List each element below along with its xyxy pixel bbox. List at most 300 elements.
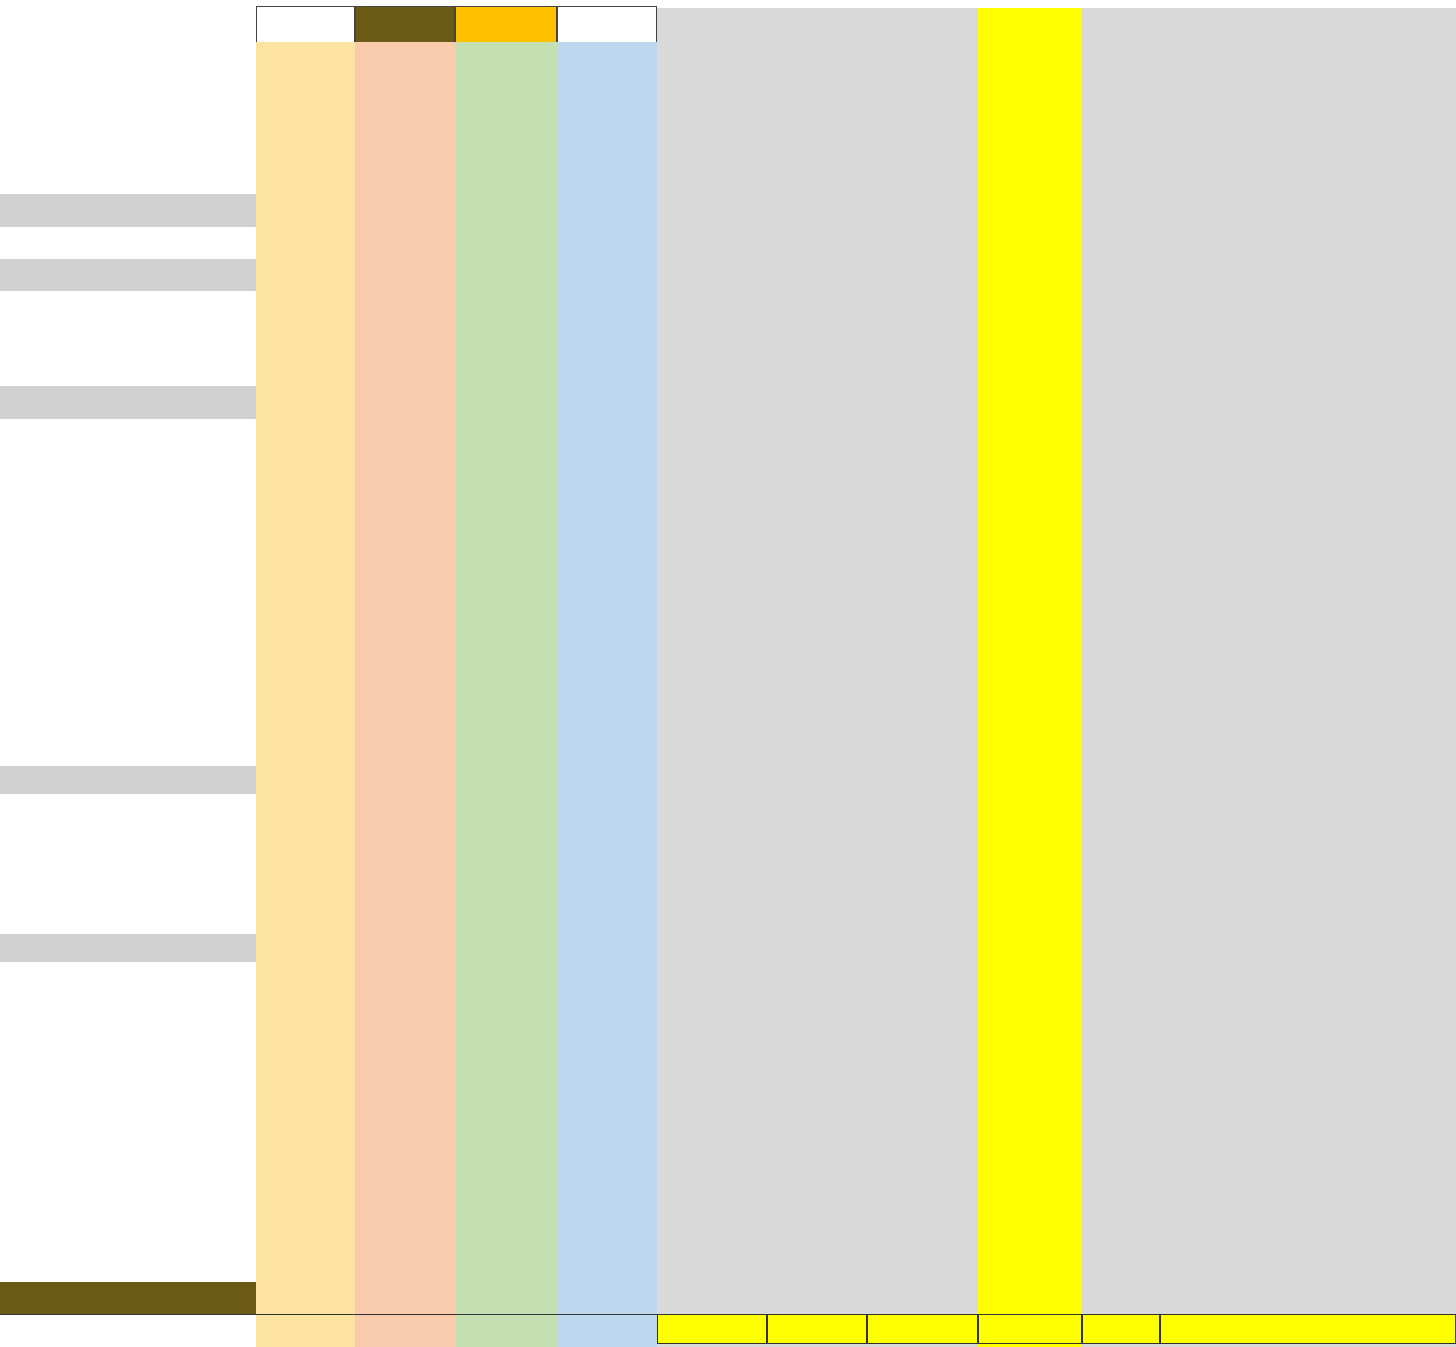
row-37-factor[interactable] [767, 1216, 867, 1249]
average-spirit[interactable] [455, 1314, 557, 1344]
average-hds[interactable] [557, 1314, 657, 1344]
row-6-aware[interactable] [1160, 259, 1424, 291]
row-4-body[interactable] [355, 194, 455, 227]
row-22-name[interactable] [0, 766, 256, 794]
row-18-mind[interactable] [256, 647, 355, 678]
row-30-name[interactable] [0, 994, 256, 1024]
row-16-aware[interactable] [1160, 585, 1424, 616]
row-35-mind[interactable] [256, 1150, 355, 1183]
row-31-hds[interactable] [557, 1024, 657, 1055]
row-9-mind[interactable] [256, 354, 355, 386]
row-29-score[interactable] [657, 962, 767, 994]
row-25-mind[interactable] [256, 850, 355, 878]
sheet-title[interactable] [0, 0, 256, 50]
row-2-drag[interactable] [867, 131, 978, 162]
column-header-mind[interactable] [256, 42, 355, 72]
row-34-spirit[interactable] [455, 1117, 557, 1150]
belt-key-label[interactable] [256, 6, 355, 44]
row-33-name[interactable] [0, 1085, 256, 1117]
row-10-grade[interactable] [1082, 386, 1160, 419]
row-26-ret[interactable] [978, 878, 1082, 906]
row-20-mind[interactable] [256, 709, 355, 738]
row-6-mind[interactable] [256, 259, 355, 291]
row-5-ret[interactable] [978, 227, 1082, 259]
row-36-name[interactable] [0, 1183, 256, 1216]
row-36-factor[interactable] [767, 1183, 867, 1216]
row-37-name[interactable] [0, 1216, 256, 1249]
row-3-name[interactable] [0, 162, 256, 194]
row-6-body[interactable] [355, 259, 455, 291]
row-36-mind[interactable] [256, 1183, 355, 1216]
row-14-mind[interactable] [256, 519, 355, 552]
row-20-hds[interactable] [557, 709, 657, 738]
row-0-mind[interactable] [256, 70, 355, 101]
row-1-aware[interactable] [1160, 101, 1424, 131]
row-25-factor[interactable] [767, 850, 867, 878]
row-26-factor[interactable] [767, 878, 867, 906]
row-30-spirit[interactable] [455, 994, 557, 1024]
row-31-mind[interactable] [256, 1024, 355, 1055]
row-25-name[interactable] [0, 850, 256, 878]
row-17-ret[interactable] [978, 616, 1082, 647]
row-37-ret[interactable] [978, 1216, 1082, 1249]
row-9-ret[interactable] [978, 354, 1082, 386]
row-9-grade[interactable] [1082, 354, 1160, 386]
row-12-score[interactable] [657, 452, 767, 486]
row-32-score[interactable] [657, 1055, 767, 1085]
row-16-factor[interactable] [767, 585, 867, 616]
row-22-ret[interactable] [978, 766, 1082, 794]
column-header-ret[interactable] [978, 42, 1082, 72]
row-11-mind[interactable] [256, 419, 355, 452]
row-28-drag[interactable] [867, 934, 978, 962]
row-30-drag[interactable] [867, 994, 978, 1024]
row-22-spirit[interactable] [455, 766, 557, 794]
row-28-grade[interactable] [1082, 934, 1160, 962]
row-23-hds[interactable] [557, 794, 657, 822]
row-19-score[interactable] [657, 678, 767, 709]
row-24-name[interactable] [0, 822, 256, 850]
row-9-hds[interactable] [557, 354, 657, 386]
column-header-factor[interactable] [767, 42, 867, 72]
row-20-name[interactable] [0, 709, 256, 738]
row-20-drag[interactable] [867, 709, 978, 738]
average-body[interactable] [355, 1314, 455, 1344]
row-36-drag[interactable] [867, 1183, 978, 1216]
row-29-name[interactable] [0, 962, 256, 994]
row-30-hds[interactable] [557, 994, 657, 1024]
row-3-mind[interactable] [256, 162, 355, 194]
row-7-aware[interactable] [1160, 291, 1424, 322]
row-28-factor[interactable] [767, 934, 867, 962]
row-30-factor[interactable] [767, 994, 867, 1024]
row-36-score[interactable] [657, 1183, 767, 1216]
row-14-name[interactable] [0, 519, 256, 552]
row-2-ret[interactable] [978, 131, 1082, 162]
row-18-hds[interactable] [557, 647, 657, 678]
row-36-hds[interactable] [557, 1183, 657, 1216]
row-15-score[interactable] [657, 552, 767, 585]
row-15-factor[interactable] [767, 552, 867, 585]
row-30-body[interactable] [355, 994, 455, 1024]
row-35-ret[interactable] [978, 1150, 1082, 1183]
row-23-name[interactable] [0, 794, 256, 822]
row-8-drag[interactable] [867, 322, 978, 354]
row-14-hds[interactable] [557, 519, 657, 552]
row-9-aware[interactable] [1160, 354, 1424, 386]
row-12-grade[interactable] [1082, 452, 1160, 486]
row-6-ret[interactable] [978, 259, 1082, 291]
row-22-grade[interactable] [1082, 766, 1160, 794]
row-16-ret[interactable] [978, 585, 1082, 616]
row-3-score[interactable] [657, 162, 767, 194]
row-19-ret[interactable] [978, 678, 1082, 709]
row-28-hds[interactable] [557, 934, 657, 962]
row-1-body[interactable] [355, 101, 455, 131]
row-8-score[interactable] [657, 322, 767, 354]
row-0-spirit[interactable] [455, 70, 557, 101]
row-33-score[interactable] [657, 1085, 767, 1117]
row-34-drag[interactable] [867, 1117, 978, 1150]
row-23-grade[interactable] [1082, 794, 1160, 822]
row-20-body[interactable] [355, 709, 455, 738]
row-14-aware[interactable] [1160, 519, 1424, 552]
row-15-drag[interactable] [867, 552, 978, 585]
row-25-ret[interactable] [978, 850, 1082, 878]
row-27-aware[interactable] [1160, 906, 1424, 934]
row-14-grade[interactable] [1082, 519, 1160, 552]
row-39-ret[interactable] [978, 1282, 1082, 1314]
row-2-hds[interactable] [557, 131, 657, 162]
row-7-score[interactable] [657, 291, 767, 322]
row-5-hds[interactable] [557, 227, 657, 259]
row-38-name[interactable] [0, 1249, 256, 1282]
row-22-hds[interactable] [557, 766, 657, 794]
row-11-spirit[interactable] [455, 419, 557, 452]
row-19-body[interactable] [355, 678, 455, 709]
row-28-aware[interactable] [1160, 934, 1424, 962]
row-16-spirit[interactable] [455, 585, 557, 616]
row-13-ret[interactable] [978, 486, 1082, 519]
row-38-body[interactable] [355, 1249, 455, 1282]
average-grade[interactable] [1082, 1314, 1160, 1344]
row-24-spirit[interactable] [455, 822, 557, 850]
row-31-spirit[interactable] [455, 1024, 557, 1055]
row-6-name[interactable] [0, 259, 256, 291]
row-13-spirit[interactable] [455, 486, 557, 519]
row-1-factor[interactable] [767, 101, 867, 131]
row-10-hds[interactable] [557, 386, 657, 419]
row-25-aware[interactable] [1160, 850, 1424, 878]
row-19-mind[interactable] [256, 678, 355, 709]
row-33-mind[interactable] [256, 1085, 355, 1117]
row-15-ret[interactable] [978, 552, 1082, 585]
row-23-body[interactable] [355, 794, 455, 822]
row-8-spirit[interactable] [455, 322, 557, 354]
row-34-aware[interactable] [1160, 1117, 1424, 1150]
row-33-grade[interactable] [1082, 1085, 1160, 1117]
row-20-score[interactable] [657, 709, 767, 738]
row-4-mind[interactable] [256, 194, 355, 227]
row-9-drag[interactable] [867, 354, 978, 386]
row-10-score[interactable] [657, 386, 767, 419]
row-39-hds[interactable] [557, 1282, 657, 1314]
row-8-factor[interactable] [767, 322, 867, 354]
row-38-hds[interactable] [557, 1249, 657, 1282]
row-13-name[interactable] [0, 486, 256, 519]
row-27-grade[interactable] [1082, 906, 1160, 934]
row-24-aware[interactable] [1160, 822, 1424, 850]
row-18-name[interactable] [0, 647, 256, 678]
row-18-aware[interactable] [1160, 647, 1424, 678]
row-18-spirit[interactable] [455, 647, 557, 678]
column-header-hds[interactable] [557, 42, 657, 72]
row-16-score[interactable] [657, 585, 767, 616]
row-9-score[interactable] [657, 354, 767, 386]
row-11-ret[interactable] [978, 419, 1082, 452]
row-26-drag[interactable] [867, 878, 978, 906]
row-7-grade[interactable] [1082, 291, 1160, 322]
row-37-drag[interactable] [867, 1216, 978, 1249]
belt-color-white[interactable] [557, 6, 657, 44]
row-16-hds[interactable] [557, 585, 657, 616]
row-2-grade[interactable] [1082, 131, 1160, 162]
row-23-ret[interactable] [978, 794, 1082, 822]
row-15-spirit[interactable] [455, 552, 557, 585]
average-mind[interactable] [256, 1314, 355, 1344]
row-18-score[interactable] [657, 647, 767, 678]
row-33-hds[interactable] [557, 1085, 657, 1117]
row-14-spirit[interactable] [455, 519, 557, 552]
row-34-grade[interactable] [1082, 1117, 1160, 1150]
row-16-grade[interactable] [1082, 585, 1160, 616]
row-29-hds[interactable] [557, 962, 657, 994]
row-31-drag[interactable] [867, 1024, 978, 1055]
row-38-score[interactable] [657, 1249, 767, 1282]
row-28-name[interactable] [0, 934, 256, 962]
row-11-grade[interactable] [1082, 419, 1160, 452]
row-38-grade[interactable] [1082, 1249, 1160, 1282]
row-31-grade[interactable] [1082, 1024, 1160, 1055]
row-8-hds[interactable] [557, 322, 657, 354]
row-29-body[interactable] [355, 962, 455, 994]
row-29-grade[interactable] [1082, 962, 1160, 994]
row-5-name[interactable] [0, 227, 256, 259]
row-5-drag[interactable] [867, 227, 978, 259]
row-34-ret[interactable] [978, 1117, 1082, 1150]
column-header-drag[interactable] [867, 42, 978, 72]
row-28-mind[interactable] [256, 934, 355, 962]
row-27-ret[interactable] [978, 906, 1082, 934]
row-35-body[interactable] [355, 1150, 455, 1183]
row-12-spirit[interactable] [455, 452, 557, 486]
row-25-body[interactable] [355, 850, 455, 878]
row-35-grade[interactable] [1082, 1150, 1160, 1183]
row-17-name[interactable] [0, 616, 256, 647]
row-17-score[interactable] [657, 616, 767, 647]
row-10-factor[interactable] [767, 386, 867, 419]
row-17-spirit[interactable] [455, 616, 557, 647]
column-header-score[interactable] [657, 42, 767, 72]
row-9-body[interactable] [355, 354, 455, 386]
row-30-score[interactable] [657, 994, 767, 1024]
row-10-spirit[interactable] [455, 386, 557, 419]
row-29-drag[interactable] [867, 962, 978, 994]
row-6-hds[interactable] [557, 259, 657, 291]
row-6-drag[interactable] [867, 259, 978, 291]
row-1-mind[interactable] [256, 101, 355, 131]
row-36-ret[interactable] [978, 1183, 1082, 1216]
row-4-spirit[interactable] [455, 194, 557, 227]
row-0-drag[interactable] [867, 70, 978, 101]
average-ret[interactable] [978, 1314, 1082, 1344]
row-22-aware[interactable] [1160, 766, 1424, 794]
row-3-ret[interactable] [978, 162, 1082, 194]
row-12-ret[interactable] [978, 452, 1082, 486]
average-factor[interactable] [767, 1314, 867, 1344]
row-1-drag[interactable] [867, 101, 978, 131]
row-25-drag[interactable] [867, 850, 978, 878]
row-19-drag[interactable] [867, 678, 978, 709]
row-11-drag[interactable] [867, 419, 978, 452]
row-19-factor[interactable] [767, 678, 867, 709]
row-10-aware[interactable] [1160, 386, 1424, 419]
row-23-score[interactable] [657, 794, 767, 822]
row-6-spirit[interactable] [455, 259, 557, 291]
row-32-factor[interactable] [767, 1055, 867, 1085]
row-34-body[interactable] [355, 1117, 455, 1150]
row-0-name[interactable] [0, 70, 256, 101]
row-8-name[interactable] [0, 322, 256, 354]
row-15-mind[interactable] [256, 552, 355, 585]
row-21-hds[interactable] [557, 738, 657, 766]
row-1-score[interactable] [657, 101, 767, 131]
row-16-mind[interactable] [256, 585, 355, 616]
row-34-mind[interactable] [256, 1117, 355, 1150]
row-27-factor[interactable] [767, 906, 867, 934]
row-26-score[interactable] [657, 878, 767, 906]
row-13-factor[interactable] [767, 486, 867, 519]
row-34-name[interactable] [0, 1117, 256, 1150]
row-2-name[interactable] [0, 131, 256, 162]
row-29-mind[interactable] [256, 962, 355, 994]
row-26-body[interactable] [355, 878, 455, 906]
row-39-body[interactable] [355, 1282, 455, 1314]
header-top-4[interactable] [1082, 8, 1160, 44]
row-11-name[interactable] [0, 419, 256, 452]
row-1-ret[interactable] [978, 101, 1082, 131]
row-29-aware[interactable] [1160, 962, 1424, 994]
row-19-aware[interactable] [1160, 678, 1424, 709]
row-39-grade[interactable] [1082, 1282, 1160, 1314]
row-18-drag[interactable] [867, 647, 978, 678]
row-24-mind[interactable] [256, 822, 355, 850]
row-7-drag[interactable] [867, 291, 978, 322]
row-13-score[interactable] [657, 486, 767, 519]
row-2-score[interactable] [657, 131, 767, 162]
row-22-score[interactable] [657, 766, 767, 794]
row-12-mind[interactable] [256, 452, 355, 486]
row-25-spirit[interactable] [455, 850, 557, 878]
row-11-factor[interactable] [767, 419, 867, 452]
column-header-aware[interactable] [1160, 42, 1424, 72]
row-19-name[interactable] [0, 678, 256, 709]
row-35-aware[interactable] [1160, 1150, 1424, 1183]
row-15-aware[interactable] [1160, 552, 1424, 585]
row-31-aware[interactable] [1160, 1024, 1424, 1055]
row-5-grade[interactable] [1082, 227, 1160, 259]
row-22-body[interactable] [355, 766, 455, 794]
row-4-drag[interactable] [867, 194, 978, 227]
row-4-aware[interactable] [1160, 194, 1424, 227]
row-21-spirit[interactable] [455, 738, 557, 766]
row-13-mind[interactable] [256, 486, 355, 519]
row-36-spirit[interactable] [455, 1183, 557, 1216]
row-26-spirit[interactable] [455, 878, 557, 906]
row-20-grade[interactable] [1082, 709, 1160, 738]
row-32-name[interactable] [0, 1055, 256, 1085]
row-2-aware[interactable] [1160, 131, 1424, 162]
row-30-mind[interactable] [256, 994, 355, 1024]
row-37-spirit[interactable] [455, 1216, 557, 1249]
belt-color-brown[interactable] [355, 6, 455, 44]
row-38-spirit[interactable] [455, 1249, 557, 1282]
row-36-aware[interactable] [1160, 1183, 1424, 1216]
row-2-spirit[interactable] [455, 131, 557, 162]
row-1-spirit[interactable] [455, 101, 557, 131]
row-7-factor[interactable] [767, 291, 867, 322]
row-29-ret[interactable] [978, 962, 1082, 994]
row-24-ret[interactable] [978, 822, 1082, 850]
row-31-ret[interactable] [978, 1024, 1082, 1055]
row-11-aware[interactable] [1160, 419, 1424, 452]
row-30-aware[interactable] [1160, 994, 1424, 1024]
row-35-spirit[interactable] [455, 1150, 557, 1183]
row-11-body[interactable] [355, 419, 455, 452]
row-26-hds[interactable] [557, 878, 657, 906]
row-3-body[interactable] [355, 162, 455, 194]
row-5-aware[interactable] [1160, 227, 1424, 259]
row-27-mind[interactable] [256, 906, 355, 934]
row-21-ret[interactable] [978, 738, 1082, 766]
row-33-factor[interactable] [767, 1085, 867, 1117]
row-10-body[interactable] [355, 386, 455, 419]
row-15-name[interactable] [0, 552, 256, 585]
row-14-drag[interactable] [867, 519, 978, 552]
row-7-spirit[interactable] [455, 291, 557, 322]
row-26-grade[interactable] [1082, 878, 1160, 906]
row-9-factor[interactable] [767, 354, 867, 386]
row-0-body[interactable] [355, 70, 455, 101]
row-20-factor[interactable] [767, 709, 867, 738]
row-37-body[interactable] [355, 1216, 455, 1249]
row-38-mind[interactable] [256, 1249, 355, 1282]
row-13-body[interactable] [355, 486, 455, 519]
row-7-hds[interactable] [557, 291, 657, 322]
row-24-factor[interactable] [767, 822, 867, 850]
row-6-score[interactable] [657, 259, 767, 291]
column-header-spirit[interactable] [455, 42, 557, 72]
row-3-aware[interactable] [1160, 162, 1424, 194]
row-24-body[interactable] [355, 822, 455, 850]
average-drag[interactable] [867, 1314, 978, 1344]
row-39-aware[interactable] [1160, 1282, 1424, 1314]
row-3-grade[interactable] [1082, 162, 1160, 194]
row-6-grade[interactable] [1082, 259, 1160, 291]
row-26-mind[interactable] [256, 878, 355, 906]
row-1-name[interactable] [0, 101, 256, 131]
row-3-drag[interactable] [867, 162, 978, 194]
